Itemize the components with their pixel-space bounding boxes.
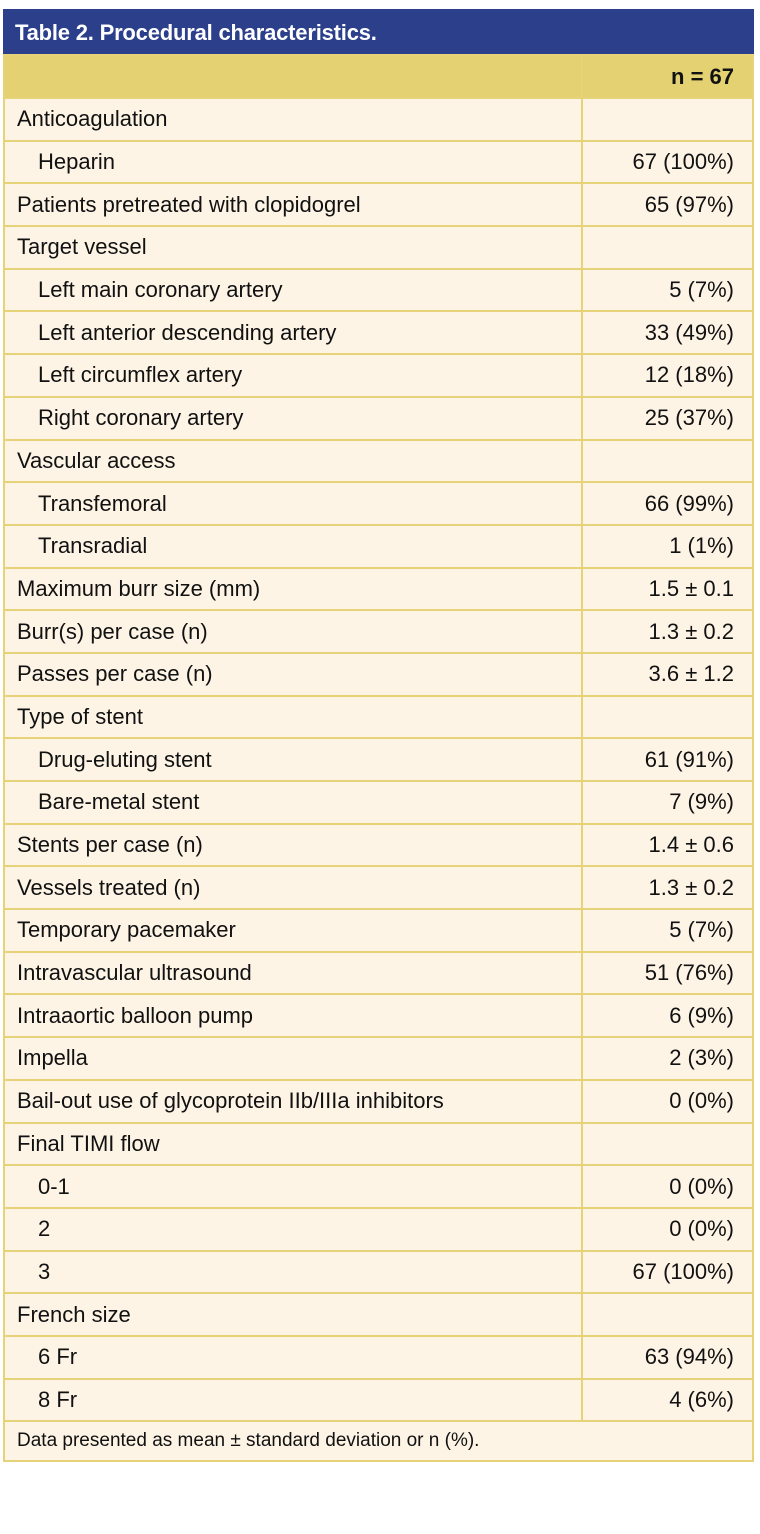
row-label: French size (4, 1293, 582, 1336)
table-row (4, 994, 753, 1037)
row-value: 3.6 ± 1.2 (582, 653, 753, 696)
row-label: Temporary pacemaker (4, 909, 582, 952)
table-row (4, 1293, 753, 1336)
table-row (4, 1208, 753, 1251)
row-value: 63 (94%) (582, 1336, 753, 1379)
row-label: Drug-eluting stent (4, 738, 582, 781)
row-label: Anticoagulation (4, 98, 582, 141)
table-row (4, 525, 753, 568)
row-value: 12 (18%) (582, 354, 753, 397)
table-row (4, 1379, 753, 1422)
row-label: Vessels treated (n) (4, 866, 582, 909)
header-row (4, 55, 753, 98)
row-label: 2 (4, 1208, 582, 1251)
row-value: 4 (6%) (582, 1379, 753, 1422)
table-row (4, 98, 753, 141)
footnote-row (4, 1421, 753, 1461)
row-value: 0 (0%) (582, 1080, 753, 1123)
table-row (4, 781, 753, 824)
row-label: Final TIMI flow (4, 1123, 582, 1166)
table-row (4, 1037, 753, 1080)
row-label: 3 (4, 1251, 582, 1294)
row-label: Impella (4, 1037, 582, 1080)
row-label: 8 Fr (4, 1379, 582, 1422)
table-title: Table 2. Procedural characteristics. (3, 9, 754, 54)
row-value (582, 1123, 753, 1166)
table-row (4, 696, 753, 739)
header-n: n = 67 (582, 55, 753, 98)
header-label (4, 55, 582, 98)
row-label: Transfemoral (4, 482, 582, 525)
row-value: 67 (100%) (582, 141, 753, 184)
table-row (4, 824, 753, 867)
table-row (4, 952, 753, 995)
row-value: 51 (76%) (582, 952, 753, 995)
row-label: Heparin (4, 141, 582, 184)
row-value (582, 440, 753, 483)
table-row (4, 311, 753, 354)
row-label: Stents per case (n) (4, 824, 582, 867)
row-value (582, 696, 753, 739)
row-value: 1.5 ± 0.1 (582, 568, 753, 611)
row-label: Maximum burr size (mm) (4, 568, 582, 611)
table-row (4, 909, 753, 952)
table-row (4, 1336, 753, 1379)
row-value: 0 (0%) (582, 1208, 753, 1251)
row-value (582, 226, 753, 269)
procedural-characteristics-table (3, 9, 754, 1462)
row-label: Intraaortic balloon pump (4, 994, 582, 1037)
row-value: 7 (9%) (582, 781, 753, 824)
row-value (582, 98, 753, 141)
row-label: Burr(s) per case (n) (4, 610, 582, 653)
row-label: Passes per case (n) (4, 653, 582, 696)
row-value: 2 (3%) (582, 1037, 753, 1080)
row-label: Right coronary artery (4, 397, 582, 440)
row-value: 67 (100%) (582, 1251, 753, 1294)
row-label: Type of stent (4, 696, 582, 739)
table-row (4, 866, 753, 909)
table-row (4, 1123, 753, 1166)
table-row (4, 397, 753, 440)
row-label: Bail-out use of glycoprotein IIb/IIIa inhibitors (4, 1080, 582, 1123)
row-label: Transradial (4, 525, 582, 568)
row-value (582, 1293, 753, 1336)
row-label: Left main coronary artery (4, 269, 582, 312)
table-row (4, 269, 753, 312)
row-value: 25 (37%) (582, 397, 753, 440)
row-label: Vascular access (4, 440, 582, 483)
row-value: 61 (91%) (582, 738, 753, 781)
table-row (4, 1251, 753, 1294)
row-label: Left anterior descending artery (4, 311, 582, 354)
row-value: 66 (99%) (582, 482, 753, 525)
row-value: 1.4 ± 0.6 (582, 824, 753, 867)
table-row (4, 482, 753, 525)
row-label: Bare-metal stent (4, 781, 582, 824)
row-value: 1 (1%) (582, 525, 753, 568)
row-value: 5 (7%) (582, 269, 753, 312)
row-label: Target vessel (4, 226, 582, 269)
table-row (4, 1080, 753, 1123)
row-value: 65 (97%) (582, 183, 753, 226)
table-row (4, 568, 753, 611)
row-label: 6 Fr (4, 1336, 582, 1379)
row-label: 0-1 (4, 1165, 582, 1208)
footnote: Data presented as mean ± standard deviation or n (%). (4, 1421, 753, 1461)
table-row (4, 141, 753, 184)
row-value: 33 (49%) (582, 311, 753, 354)
data-table (3, 54, 754, 1462)
row-value: 1.3 ± 0.2 (582, 866, 753, 909)
row-value: 1.3 ± 0.2 (582, 610, 753, 653)
table-row (4, 440, 753, 483)
table-row (4, 183, 753, 226)
row-label: Patients pretreated with clopidogrel (4, 183, 582, 226)
row-value: 6 (9%) (582, 994, 753, 1037)
row-value: 0 (0%) (582, 1165, 753, 1208)
table-row (4, 354, 753, 397)
table-row (4, 653, 753, 696)
table-row (4, 610, 753, 653)
table-row (4, 738, 753, 781)
row-label: Left circumflex artery (4, 354, 582, 397)
row-value: 5 (7%) (582, 909, 753, 952)
row-label: Intravascular ultrasound (4, 952, 582, 995)
table-row (4, 226, 753, 269)
table-row (4, 1165, 753, 1208)
